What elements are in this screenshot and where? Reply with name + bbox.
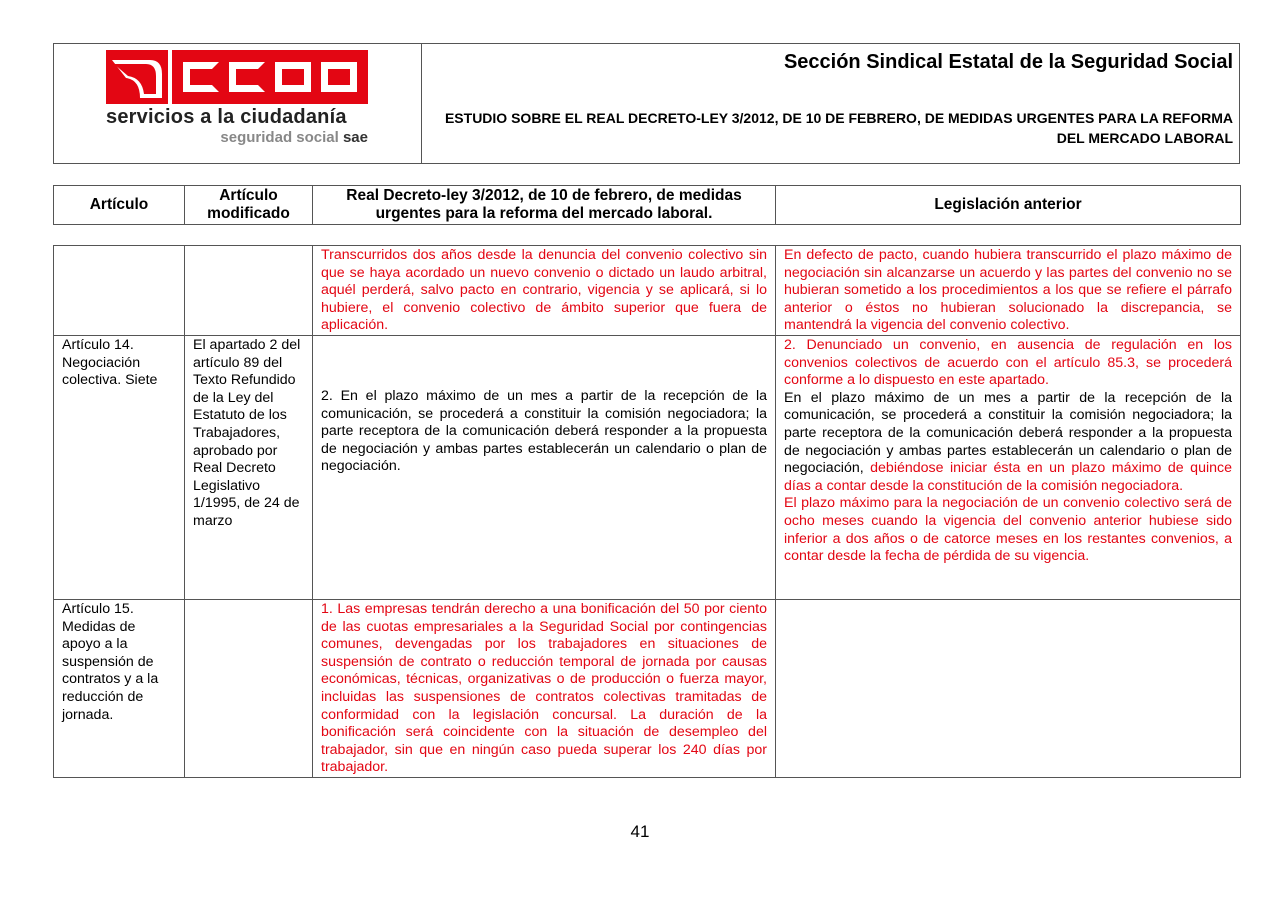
table-row [54, 599, 1241, 777]
header-title-cell [422, 44, 1239, 163]
bird-icon [106, 50, 168, 104]
cell-legislacion-anterior [776, 599, 1241, 777]
cell-modificado [185, 246, 313, 336]
cell-modificado [185, 599, 313, 777]
document-title: Sección Sindical Estatal de la Seguridad Social [783, 51, 1233, 73]
col-header-articulo-modificado: Artículo modificado [185, 186, 313, 225]
ccoo-logo [106, 50, 368, 146]
column-header-row [54, 186, 1241, 225]
cell-nuevo-texto: 1. Las empresas tendrán derecho a una bonificación del 50 por ciento de las cuotas empresariales a la Seguridad Social por contingencias comunes, devengadas por los trabajadores en situaciones de suspensión de contrato o reducción temporal de jornada por causas económicas, técnicas, organizativas o de producción o fuerza mayor, incluidas las suspensiones de contratos colectivas tramitadas de conformidad con la legislación concursal. La duración de la bonificación será coincidente con la situación de desempleo del trabajador, sin que en ningún caso pueda superar los 240 días por trabajador. [313, 599, 776, 777]
cell-articulo: Artículo 14. Negociación colectiva. Siete [54, 335, 185, 599]
document-subtitle: ESTUDIO SOBRE EL REAL DECRETO-LEY 3/2012, DE 10 DE FEBRERO, DE MEDIDAS URGENTES PARA LA REFORMA DEL MERCADO LABORAL [444, 110, 1233, 146]
anterior-paragraph-3: El plazo máximo para la negociación de un convenio colectivo será de ocho meses cuando la vigencia del convenio anterior hubiese sido inferior a dos años o de catorce meses en los restantes convenios, a contar desde la fecha de pérdida de su vigencia. [784, 495, 1232, 565]
letter-c-icon [229, 62, 265, 92]
letter-o-icon [275, 62, 311, 92]
letter-c-icon [183, 62, 219, 92]
ccoo-letters [172, 50, 368, 104]
page-number: 41 [630, 822, 650, 841]
cell-articulo: Artículo 15. Medidas de apoyo a la suspensión de contratos y a la reducción de jornada. [54, 599, 185, 777]
col-header-real-decreto: Real Decreto-ley 3/2012, de 10 de febrero, de medidas urgentes para la reforma del mercado laboral. [313, 186, 776, 225]
cell-nuevo-texto: 2. En el plazo máximo de un mes a partir de la recepción de la comunicación, se procederá a constituir la comisión negociadora; la parte receptora de la comunicación deberá responder a la propuesta de negociación y ambas partes establecerán un calendario o plan de negociación. [313, 335, 776, 599]
table-row [54, 246, 1241, 336]
comparison-table [53, 245, 1241, 778]
document-header [53, 43, 1240, 164]
letter-o-icon [321, 62, 357, 92]
anterior-paragraph-2: En el plazo máximo de un mes a partir de la recepción de la comunicación, se procederá a constituir la comisión negociadora; la parte receptora de la comunicación deberá responder a la propuesta de negociación y ambas partes establecerán un calendario o plan de negociación, debiéndose iniciar ésta en un plazo máximo de quince días a contar desde la constitución de la comisión negociadora. [784, 389, 1232, 494]
cell-articulo [54, 246, 185, 336]
cell-nuevo-texto: Transcurridos dos años desde la denuncia del convenio colectivo sin que se haya acordado un nuevo convenio o dictado un laudo arbitral, aquél perderá, salvo pacto en contrario, vigencia y se aplicará, si lo hubiere, el convenio colectivo de ámbito superior que fuera de aplicación. [313, 246, 776, 336]
column-header-table [53, 185, 1241, 225]
cell-modificado: El apartado 2 del artículo 89 del Texto Refundido de la Ley del Estatuto de los Trabajadores, aprobado por Real Decreto Legislativo 1/1995, de 24 de marzo [185, 335, 313, 599]
logo-tagline: servicios a la ciudadanía [106, 106, 347, 128]
col-header-articulo: Artículo [54, 186, 185, 225]
table-row [54, 335, 1241, 599]
logo-cell [54, 44, 422, 163]
col-header-legislacion-anterior: Legislación anterior [776, 186, 1241, 225]
logo-subtagline: seguridad social sae [220, 129, 368, 146]
ccoo-logo-mark [106, 50, 368, 104]
cell-legislacion-anterior [776, 335, 1241, 599]
anterior-paragraph-1: 2. Denunciado un convenio, en ausencia de regulación en los convenios colectivos de acuerdo con el artículo 85.3, se procederá conforme a lo dispuesto en este apartado. [784, 336, 1232, 389]
cell-legislacion-anterior: En defecto de pacto, cuando hubiera transcurrido el plazo máximo de negociación sin alcanzarse un acuerdo y las partes del convenio no se hubieran sometido a los procedimientos a los que se refiere el párrafo anterior o éstos no hubieran solucionado la discrepancia, se mantendrá la vigencia del convenio colectivo. [776, 246, 1241, 336]
